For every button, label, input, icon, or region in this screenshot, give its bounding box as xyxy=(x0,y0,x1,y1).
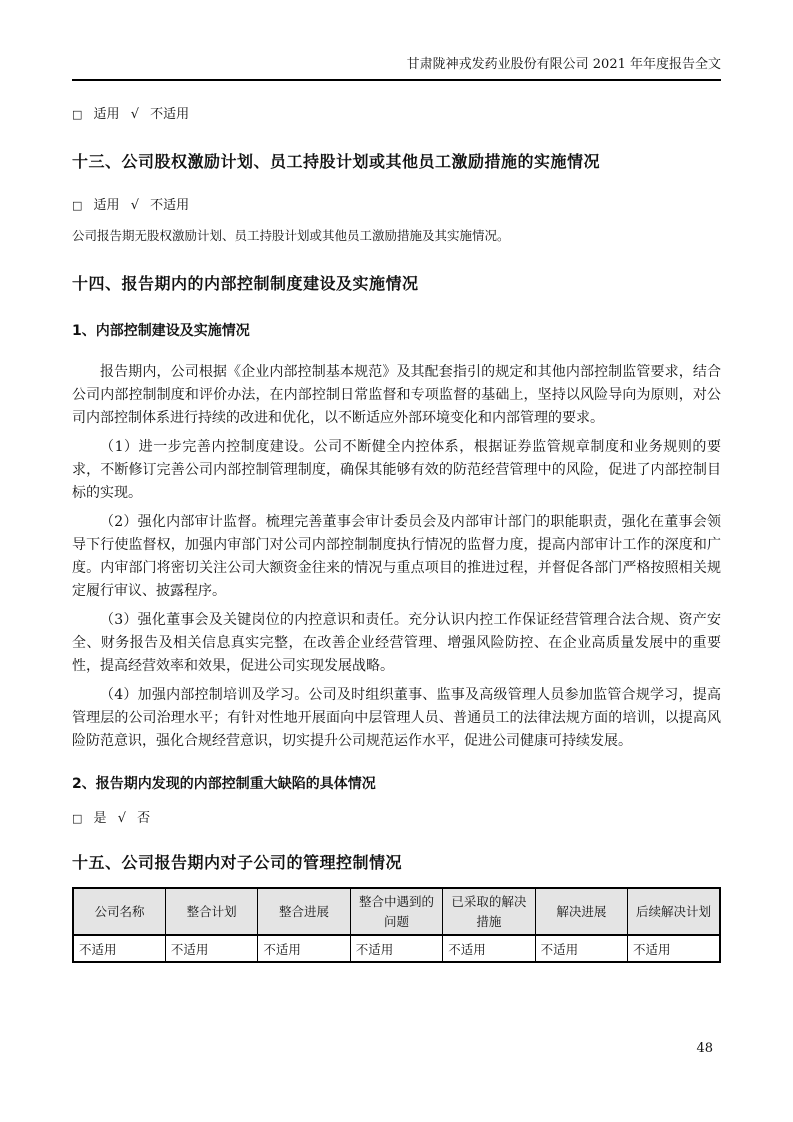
paragraph-item-4: （4）加强内部控制培训及学习。公司及时组织董事、监事及高级管理人员参加监管合规学习，提高管理层的公司治理水平；有针对性地开展面向中层管理人员、普通员工的法律法规方面的培训，以提高风险防范意识，强化合规经营意识，切实提升公司规范运作水平，促进公司健康可持续发展。 xyxy=(72,687,721,749)
page-number: 48 xyxy=(696,1041,713,1056)
section-13-applicability-line xyxy=(72,194,721,213)
applicable-label: 适用 xyxy=(93,198,120,213)
no-label: 否 xyxy=(137,811,151,826)
check-mark-icon: √ xyxy=(117,811,126,826)
paragraph-item-3: （3）强化董事会及关键岗位的内控意识和责任。充分认识内控工作保证经营管理合法合规、资产安全、财务报告及相关信息真实完整，在改善企业经营管理、增强风险防控、在企业高质量发展中的重要性，提高经营效率和效果，促进公司实现发展战略。 xyxy=(72,612,721,674)
paragraph-item-1: （1）进一步完善内控制度建设。公司不断健全内控体系，根据证券监管规章制度和业务规则的要求，不断修订完善公司内部控制管理制度，确保其能够有效的防范经营管理中的风险，促进了内部控制目标的实现。 xyxy=(72,439,721,501)
table-header-row xyxy=(73,888,720,935)
yes-no-line xyxy=(72,807,721,826)
top-applicability-line xyxy=(72,103,721,122)
table-header-followup-plan: 后续解决计划 xyxy=(628,888,720,935)
section-13-title: 十三、公司股权激励计划、员工持股计划或其他员工激励措施的实施情况 xyxy=(72,152,601,171)
table-header-integration-progress: 整合进展 xyxy=(258,888,350,935)
paragraph-item-2: （2）强化内部审计监督。梳理完善董事会审计委员会及内部审计部门的职能职责，强化在董事会领导下行使监督权，加强内审部门对公司内部控制制度执行情况的监督力度，提高内部审计工作的深度和广度。内审部门将密切关注公司大额资金往来的情况与重点项目的推进过程，并督促各部门严格按照相关规定履行审议、披露程序。 xyxy=(72,514,721,599)
subsection-1-title: 1、内部控制建设及实施情况 xyxy=(72,323,250,339)
paragraph-intro: 报告期内，公司根据《企业内部控制基本规范》及其配套指引的规定和其他内部控制监管要求，结合公司内部控制制度和评价办法，在内部控制日常监督和专项监督的基础上，坚持以风险导向为原则，对公司内部控制体系进行持续的改进和优化，以不断适应外部环境变化和内部管理的要求。 xyxy=(72,364,721,426)
check-mark-icon: √ xyxy=(130,198,139,213)
table-header-measures-taken: 已采取的解决措施 xyxy=(443,888,535,935)
table-cell: 不适用 xyxy=(165,935,257,962)
subsection-2-title: 2、报告期内发现的内部控制重大缺陷的具体情况 xyxy=(72,776,376,792)
page-content xyxy=(72,53,721,963)
checkbox-unchecked-icon: □ xyxy=(72,108,83,121)
table-header-resolution-progress: 解决进展 xyxy=(535,888,627,935)
table-cell: 不适用 xyxy=(73,935,165,962)
applicable-label: 适用 xyxy=(93,107,120,122)
table-cell: 不适用 xyxy=(443,935,535,962)
table-header-company-name: 公司名称 xyxy=(73,888,165,935)
section-15-title: 十五、公司报告期内对子公司的管理控制情况 xyxy=(72,853,403,872)
table-cell: 不适用 xyxy=(628,935,720,962)
subsidiary-control-table xyxy=(72,887,721,963)
section-14-title: 十四、报告期内的内部控制制度建设及实施情况 xyxy=(72,274,419,293)
report-header-title: 甘肃陇神戎发药业股份有限公司 2021 年年度报告全文 xyxy=(72,53,721,81)
table-row xyxy=(73,935,720,962)
checkbox-unchecked-icon: □ xyxy=(72,812,83,825)
table-cell: 不适用 xyxy=(535,935,627,962)
table-header-integration-plan: 整合计划 xyxy=(165,888,257,935)
checkbox-unchecked-icon: □ xyxy=(72,199,83,212)
table-cell: 不适用 xyxy=(350,935,442,962)
check-mark-icon: √ xyxy=(130,107,139,122)
not-applicable-label: 不适用 xyxy=(150,107,190,122)
table-header-problems-encountered: 整合中遇到的问题 xyxy=(350,888,442,935)
not-applicable-label: 不适用 xyxy=(150,198,190,213)
table-cell: 不适用 xyxy=(258,935,350,962)
section-13-note: 公司报告期无股权激励计划、员工持股计划或其他员工激励措施及其实施情况。 xyxy=(72,228,510,243)
yes-label: 是 xyxy=(93,811,107,826)
